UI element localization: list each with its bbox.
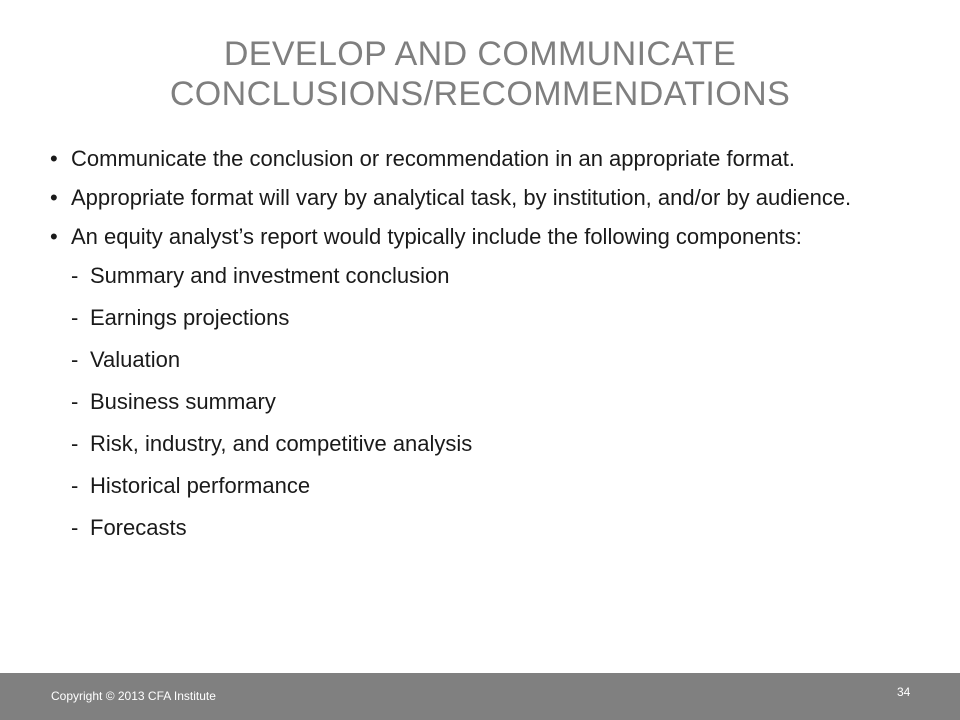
sub-item-text: Business summary — [90, 389, 276, 414]
bullet-text: Communicate the conclusion or recommendation in an appropriate format. — [71, 146, 795, 171]
bullet-item — [50, 222, 910, 252]
dash-icon: - — [71, 263, 79, 288]
sub-list-item — [50, 429, 910, 459]
sub-list-item — [50, 387, 910, 417]
slide-title-line-2: CONCLUSIONS/RECOMMENDATIONS — [169, 75, 791, 113]
dash-icon: - — [71, 389, 79, 414]
sub-list-item — [50, 513, 910, 543]
footer-bar — [0, 673, 960, 720]
slide-title — [0, 34, 960, 114]
slide-body — [50, 144, 910, 555]
sub-list — [50, 261, 910, 543]
sub-item-text: Valuation — [90, 347, 181, 372]
sub-list-item — [50, 471, 910, 501]
dash-icon: - — [71, 347, 79, 372]
sub-item-text: Risk, industry, and competitive analysis — [90, 431, 473, 456]
copyright-text: Copyright © 2013 CFA Institute — [51, 689, 216, 703]
sub-list-item — [50, 261, 910, 291]
bullet-icon: • — [50, 185, 58, 210]
sub-item-text: Earnings projections — [90, 305, 290, 330]
sub-list-item — [50, 345, 910, 375]
bullet-item — [50, 183, 910, 213]
page-number: 34 — [897, 685, 911, 699]
slide-title-line-1: DEVELOP AND COMMUNICATE — [223, 35, 737, 73]
sub-item-text: Forecasts — [90, 515, 187, 540]
bullet-text: An equity analyst’s report would typically include the following components: — [71, 224, 802, 249]
dash-icon: - — [71, 431, 79, 456]
sub-list-item — [50, 303, 910, 333]
dash-icon: - — [71, 473, 79, 498]
bullet-icon: • — [50, 146, 58, 171]
bullet-item — [50, 144, 910, 174]
sub-item-text: Summary and investment conclusion — [90, 263, 450, 288]
sub-item-text: Historical performance — [90, 473, 311, 498]
bullet-icon: • — [50, 224, 58, 249]
dash-icon: - — [71, 515, 79, 540]
bullet-text: Appropriate format will vary by analytical task, by institution, and/or by audience. — [71, 185, 852, 210]
dash-icon: - — [71, 305, 79, 330]
